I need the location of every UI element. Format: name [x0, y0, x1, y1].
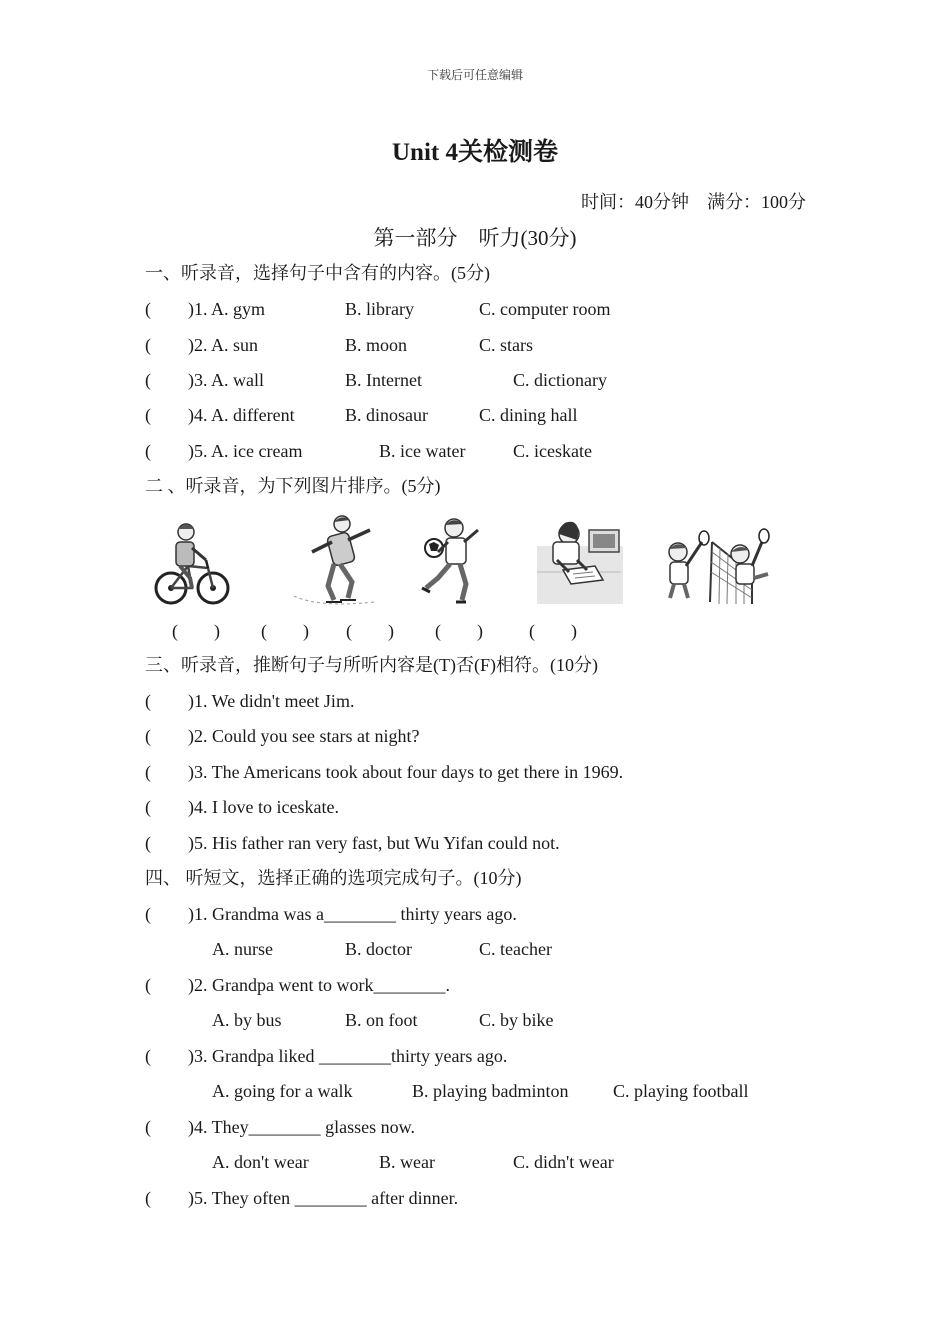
sec3-item-2: )2. Could you see stars at night? [188, 726, 420, 746]
sec1-item-4-b: B. dinosaur [345, 405, 428, 425]
sec1-item-5-b: B. ice water [379, 441, 466, 461]
sec1-item-1-c: C. computer room [479, 299, 611, 319]
sec1-item-1-b: B. library [345, 299, 414, 319]
picture-blank-1: ( ) [172, 621, 220, 641]
iceskating-man-picture [290, 512, 380, 608]
sec1-item-4-c: C. dining hall [479, 405, 578, 425]
answer-paren: ( [145, 762, 151, 782]
sec4-question-4: )4. They________ glasses now. [188, 1117, 415, 1137]
page-title: Unit 4关检测卷 [392, 139, 558, 166]
sec4-question-1: )1. Grandma was a________ thirty years ago. [188, 904, 517, 924]
answer-paren: ( [145, 1188, 151, 1208]
sec2-heading: 二 、听录音，为下列图片排序。(5分) [145, 476, 441, 496]
answer-paren: ( [145, 441, 151, 461]
picture-blank-3: ( ) [346, 621, 394, 641]
exam-meta: 时间：40分钟 满分：100分 [581, 192, 806, 212]
answer-paren: ( [145, 691, 151, 711]
answer-paren: ( [145, 904, 151, 924]
sec4-q3-option-b: B. playing badminton [412, 1081, 569, 1101]
answer-paren: ( [145, 1046, 151, 1066]
badminton-kids-picture [656, 512, 772, 608]
picture-blank-5: ( ) [529, 621, 577, 641]
sec4-q2-option-b: B. on foot [345, 1010, 418, 1030]
sec4-question-2: )2. Grandpa went to work________. [188, 975, 450, 995]
sec4-q1-option-b: B. doctor [345, 939, 412, 959]
answer-paren: ( [145, 833, 151, 853]
sec1-item-1-a: )1. A. gym [188, 299, 266, 319]
sec1-item-4-a: )4. A. different [188, 405, 295, 425]
answer-paren: ( [145, 299, 151, 319]
sec1-item-3-c: C. dictionary [513, 370, 607, 390]
sec4-question-3: )3. Grandpa liked ________thirty years ago. [188, 1046, 508, 1066]
sec4-q4-option-a: A. don't wear [212, 1152, 309, 1172]
cycling-boy-picture [152, 512, 234, 608]
picture-blank-2: ( ) [261, 621, 309, 641]
sec4-q3-option-c: C. playing football [613, 1081, 749, 1101]
sec3-item-1: )1. We didn't meet Jim. [188, 691, 355, 711]
sec1-item-3-b: B. Internet [345, 370, 422, 390]
answer-paren: ( [145, 405, 151, 425]
sec4-q1-option-c: C. teacher [479, 939, 552, 959]
sec4-q2-option-c: C. by bike [479, 1010, 554, 1030]
football-boy-picture [412, 512, 492, 608]
sec3-item-4: )4. I love to iceskate. [188, 797, 339, 817]
answer-paren: ( [145, 335, 151, 355]
answer-paren: ( [145, 726, 151, 746]
sec4-q3-option-a: A. going for a walk [212, 1081, 353, 1101]
picture-blank-4: ( ) [435, 621, 483, 641]
answer-paren: ( [145, 1117, 151, 1137]
sec1-heading: 一、听录音，选择句子中含有的内容。(5分) [145, 263, 490, 283]
sec4-q1-option-a: A. nurse [212, 939, 273, 959]
part1-title: 第一部分 听力(30分) [373, 226, 577, 250]
sec4-heading: 四、 听短文，选择正确的选项完成句子。(10分) [145, 868, 522, 888]
sec1-item-5-a: )5. A. ice cream [188, 441, 303, 461]
sec3-item-5: )5. His father ran very fast, but Wu Yifan could not. [188, 833, 560, 853]
sec4-q4-option-c: C. didn't wear [513, 1152, 614, 1172]
sec3-heading: 三、听录音，推断句子与所听内容是(T)否(F)相符。(10分) [145, 655, 598, 675]
sec4-question-5: )5. They often ________ after dinner. [188, 1188, 459, 1208]
sec4-q2-option-a: A. by bus [212, 1010, 282, 1030]
sec1-item-2-b: B. moon [345, 335, 408, 355]
sec1-item-2-a: )2. A. sun [188, 335, 259, 355]
reading-girl-picture [533, 512, 625, 608]
sec1-item-2-c: C. stars [479, 335, 533, 355]
sec1-item-5-c: C. iceskate [513, 441, 592, 461]
sec4-q4-option-b: B. wear [379, 1152, 435, 1172]
header-note: 下载后可任意编辑 [426, 68, 523, 82]
sec1-item-3-a: )3. A. wall [188, 370, 264, 390]
sec3-item-3: )3. The Americans took about four days to get there in 1969. [188, 762, 624, 782]
answer-paren: ( [145, 975, 151, 995]
answer-paren: ( [145, 370, 151, 390]
answer-paren: ( [145, 797, 151, 817]
